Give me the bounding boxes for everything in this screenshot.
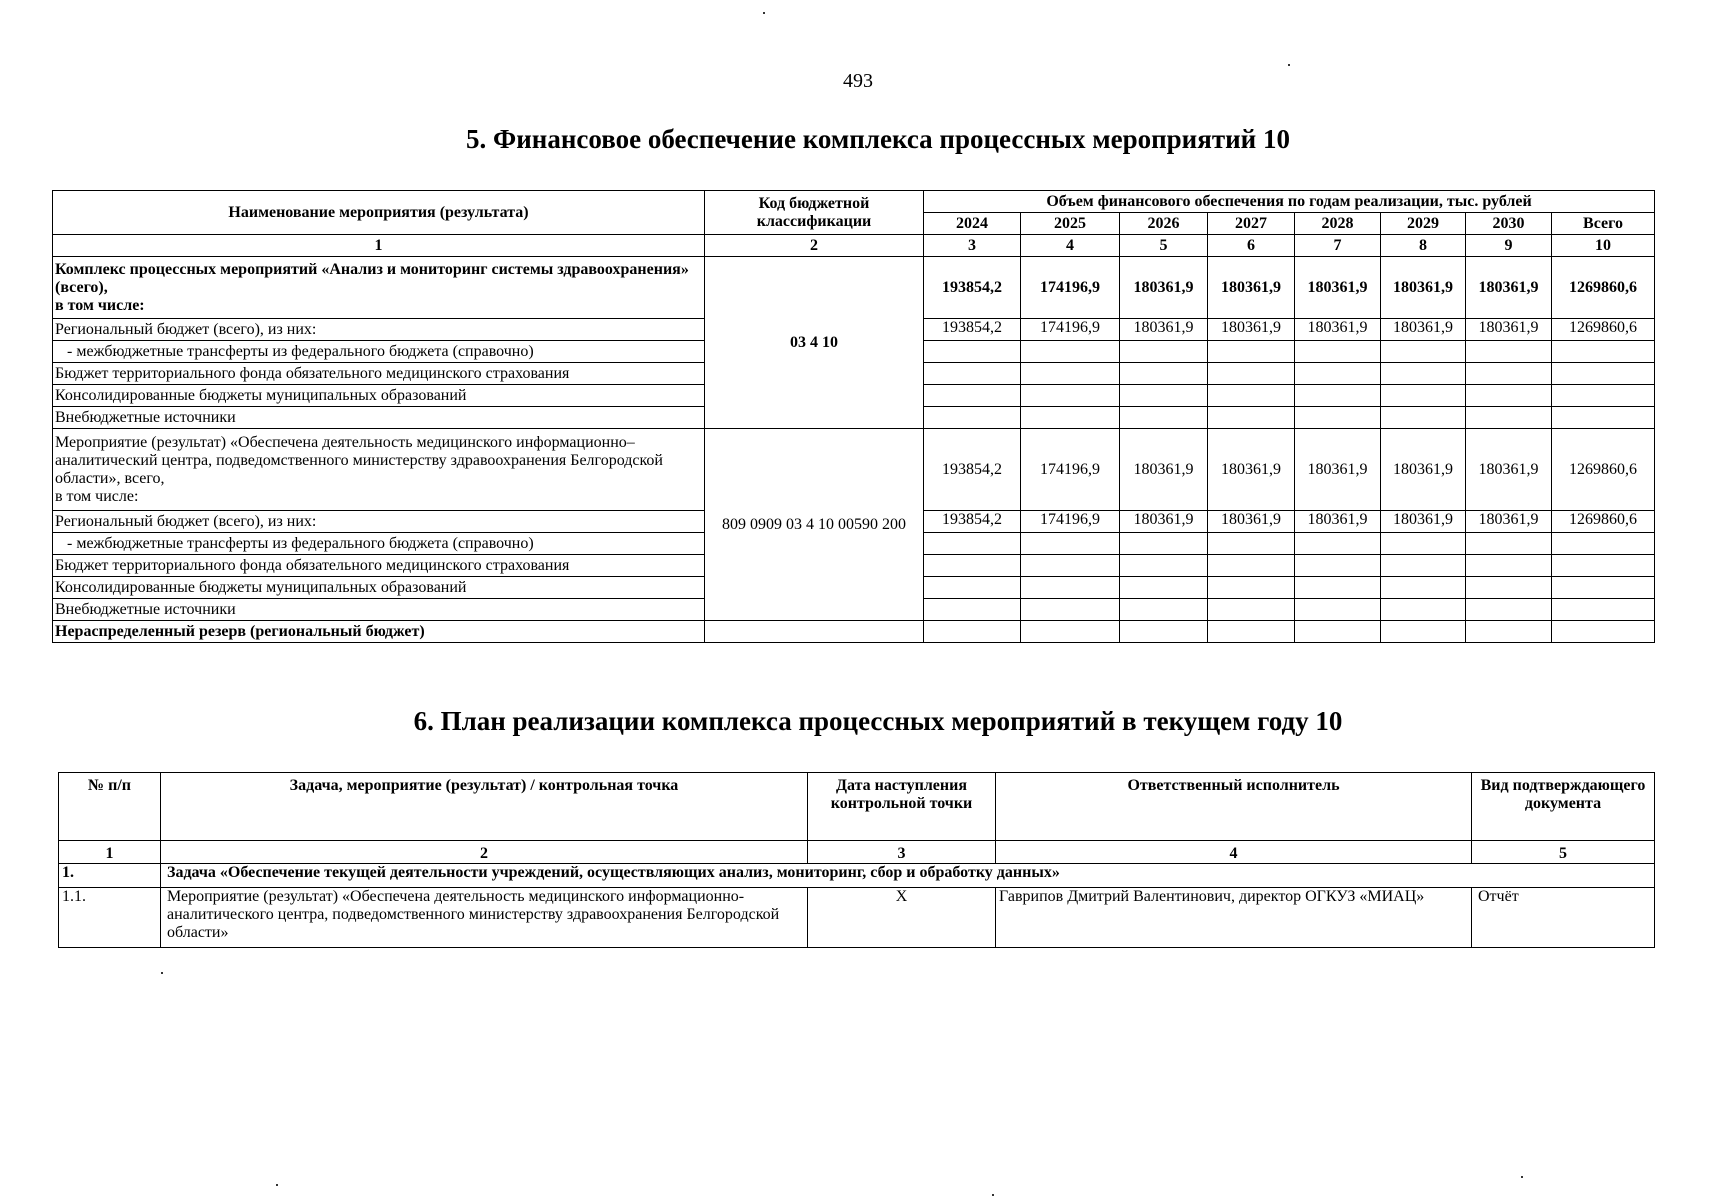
- value-cell: 180361,9: [1466, 511, 1552, 533]
- value-cell: [1208, 621, 1295, 643]
- value-cell: [1552, 363, 1655, 385]
- value-cell: [1021, 533, 1120, 555]
- plan-col-number: 2: [161, 841, 808, 864]
- plan-header-responsible: Ответственный исполнитель: [996, 773, 1472, 841]
- value-cell: [1466, 363, 1552, 385]
- value-cell: [1552, 555, 1655, 577]
- value-cell: [1208, 577, 1295, 599]
- row-name: - межбюджетные трансферты из федерального бюджета (справочно): [53, 341, 705, 363]
- row-name: - межбюджетные трансферты из федерального бюджета (справочно): [53, 533, 705, 555]
- value-cell: [1381, 599, 1466, 621]
- value-cell: [1120, 599, 1208, 621]
- value-cell: [1208, 533, 1295, 555]
- row-name: Бюджет территориального фонда обязательного медицинского страхования: [53, 363, 705, 385]
- value-cell: 180361,9: [1295, 429, 1381, 511]
- column-number: 1: [53, 235, 705, 257]
- value-cell: [1381, 363, 1466, 385]
- value-cell: [1295, 621, 1381, 643]
- value-cell: [1208, 341, 1295, 363]
- value-cell: [1466, 599, 1552, 621]
- value-cell: [924, 577, 1021, 599]
- plan-header-doc: Вид подтверждающего документа: [1472, 773, 1655, 841]
- value-cell: [1120, 621, 1208, 643]
- value-cell: [1021, 363, 1120, 385]
- value-cell: [1208, 363, 1295, 385]
- value-cell: 180361,9: [1466, 319, 1552, 341]
- plan-col-number: 4: [996, 841, 1472, 864]
- value-cell: 1269860,6: [1552, 257, 1655, 319]
- row-name: Консолидированные бюджеты муниципальных образований: [53, 385, 705, 407]
- value-cell: [1295, 577, 1381, 599]
- plan-item-num: 1.1.: [59, 888, 161, 948]
- plan-item-row: [59, 888, 1655, 948]
- header-code: Код бюджетной классификации: [705, 191, 924, 235]
- plan-item-date: Х: [808, 888, 996, 948]
- row-name: Мероприятие (результат) «Обеспечена деятельность медицинского информационно–аналитический центра, подведомственного министерству здравоохранения Белгородской области», всего, в том числе:: [53, 429, 705, 511]
- header-name: Наименование мероприятия (результата): [53, 191, 705, 235]
- budget-code: 809 0909 03 4 10 00590 200: [705, 429, 924, 621]
- value-cell: 1269860,6: [1552, 319, 1655, 341]
- value-cell: [1552, 385, 1655, 407]
- value-cell: [924, 599, 1021, 621]
- value-cell: [924, 533, 1021, 555]
- value-cell: [1120, 533, 1208, 555]
- value-cell: [1466, 407, 1552, 429]
- column-number: 4: [1021, 235, 1120, 257]
- row-name: Региональный бюджет (всего), из них:: [53, 319, 705, 341]
- value-cell: [1381, 533, 1466, 555]
- value-cell: [1381, 621, 1466, 643]
- value-cell: 180361,9: [1466, 257, 1552, 319]
- value-cell: 180361,9: [1208, 319, 1295, 341]
- value-cell: [1466, 577, 1552, 599]
- value-cell: [1466, 533, 1552, 555]
- plan-task-text: Задача «Обеспечение текущей деятельности учреждений, осуществляющих анализ, мониторинг, сбор и обработку данных»: [161, 864, 1655, 888]
- value-cell: [1208, 407, 1295, 429]
- value-cell: [924, 341, 1021, 363]
- column-number: 10: [1552, 235, 1655, 257]
- column-number: 8: [1381, 235, 1466, 257]
- value-cell: 193854,2: [924, 429, 1021, 511]
- value-cell: [1021, 341, 1120, 363]
- value-cell: 180361,9: [1120, 511, 1208, 533]
- value-cell: [1021, 407, 1120, 429]
- value-cell: [1295, 555, 1381, 577]
- value-cell: [924, 385, 1021, 407]
- value-cell: 180361,9: [1120, 429, 1208, 511]
- value-cell: 180361,9: [1381, 429, 1466, 511]
- header-year: 2025: [1021, 213, 1120, 235]
- section-6-title: 6. План реализации комплекса процессных мероприятий в текущем году 10: [413, 706, 1343, 736]
- value-cell: [1208, 385, 1295, 407]
- value-cell: [1381, 407, 1466, 429]
- reserve-name: Нераспределенный резерв (региональный бюджет): [53, 621, 705, 643]
- value-cell: 180361,9: [1120, 257, 1208, 319]
- value-cell: [1552, 621, 1655, 643]
- value-cell: [1466, 385, 1552, 407]
- row-name: Комплекс процессных мероприятий «Анализ и мониторинг системы здравоохранения» (всего), в том числе:: [53, 257, 705, 319]
- value-cell: [1021, 555, 1120, 577]
- header-year: 2026: [1120, 213, 1208, 235]
- value-cell: [1295, 363, 1381, 385]
- header-year: 2029: [1381, 213, 1466, 235]
- value-cell: [1021, 577, 1120, 599]
- value-cell: [705, 621, 924, 643]
- page-number: 493: [843, 70, 873, 92]
- header-year: 2030: [1466, 213, 1552, 235]
- value-cell: 174196,9: [1021, 257, 1120, 319]
- value-cell: [1552, 407, 1655, 429]
- plan-item-doc: Отчёт: [1472, 888, 1655, 948]
- column-number: 2: [705, 235, 924, 257]
- plan-item-text: Мероприятие (результат) «Обеспечена деятельность медицинского информационно-аналитического центра, подведомственного министерству здравоохранения Белгородской области»: [161, 888, 808, 948]
- value-cell: [1381, 341, 1466, 363]
- value-cell: [1120, 577, 1208, 599]
- reserve-row: [53, 621, 1655, 643]
- column-number: 7: [1295, 235, 1381, 257]
- value-cell: [1381, 555, 1466, 577]
- header-year: 2024: [924, 213, 1021, 235]
- plan-header-date: Дата наступления контрольной точки: [808, 773, 996, 841]
- column-number: 6: [1208, 235, 1295, 257]
- value-cell: 193854,2: [924, 511, 1021, 533]
- header-year: 2027: [1208, 213, 1295, 235]
- plan-col-number: 1: [59, 841, 161, 864]
- column-number: 9: [1466, 235, 1552, 257]
- header-year: 2028: [1295, 213, 1381, 235]
- column-number: 5: [1120, 235, 1208, 257]
- value-cell: 180361,9: [1208, 429, 1295, 511]
- plan-task-num: 1.: [59, 864, 161, 888]
- value-cell: [1120, 555, 1208, 577]
- column-number: 3: [924, 235, 1021, 257]
- value-cell: [1552, 341, 1655, 363]
- value-cell: 180361,9: [1381, 257, 1466, 319]
- financing-row: [53, 429, 1655, 511]
- value-cell: [1466, 621, 1552, 643]
- row-name: Внебюджетные источники: [53, 407, 705, 429]
- value-cell: [1208, 555, 1295, 577]
- value-cell: [1295, 341, 1381, 363]
- plan-col-number: 5: [1472, 841, 1655, 864]
- value-cell: 174196,9: [1021, 319, 1120, 341]
- plan-header-task: Задача, мероприятие (результат) / контрольная точка: [161, 773, 808, 841]
- value-cell: [1021, 385, 1120, 407]
- value-cell: 180361,9: [1466, 429, 1552, 511]
- value-cell: 193854,2: [924, 257, 1021, 319]
- header-volume: Объем финансового обеспечения по годам реализации, тыс. рублей: [924, 191, 1655, 213]
- budget-code: 03 4 10: [705, 257, 924, 429]
- value-cell: [924, 555, 1021, 577]
- value-cell: 174196,9: [1021, 511, 1120, 533]
- value-cell: [1381, 385, 1466, 407]
- value-cell: 180361,9: [1381, 319, 1466, 341]
- value-cell: 180361,9: [1295, 257, 1381, 319]
- value-cell: [1466, 555, 1552, 577]
- value-cell: [1120, 385, 1208, 407]
- row-name: Консолидированные бюджеты муниципальных образований: [53, 577, 705, 599]
- plan-header-num: № п/п: [59, 773, 161, 841]
- value-cell: 174196,9: [1021, 429, 1120, 511]
- value-cell: [1552, 577, 1655, 599]
- financing-table: [52, 190, 1655, 643]
- value-cell: 1269860,6: [1552, 511, 1655, 533]
- financing-row: [53, 257, 1655, 319]
- value-cell: [1466, 341, 1552, 363]
- value-cell: [1552, 599, 1655, 621]
- value-cell: 180361,9: [1208, 257, 1295, 319]
- plan-col-number: 3: [808, 841, 996, 864]
- value-cell: 180361,9: [1120, 319, 1208, 341]
- value-cell: [1295, 599, 1381, 621]
- value-cell: [924, 363, 1021, 385]
- plan-task-row: [59, 864, 1655, 888]
- value-cell: 1269860,6: [1552, 429, 1655, 511]
- value-cell: [1120, 407, 1208, 429]
- row-name: Внебюджетные источники: [53, 599, 705, 621]
- value-cell: 180361,9: [1295, 511, 1381, 533]
- plan-item-responsible: Гаврипов Дмитрий Валентинович, директор ОГКУЗ «МИАЦ»: [996, 888, 1472, 948]
- value-cell: [1120, 341, 1208, 363]
- value-cell: [924, 407, 1021, 429]
- row-name: Бюджет территориального фонда обязательного медицинского страхования: [53, 555, 705, 577]
- value-cell: [1295, 407, 1381, 429]
- value-cell: [1552, 533, 1655, 555]
- value-cell: 180361,9: [1381, 511, 1466, 533]
- value-cell: [1295, 385, 1381, 407]
- value-cell: 193854,2: [924, 319, 1021, 341]
- row-name: Региональный бюджет (всего), из них:: [53, 511, 705, 533]
- value-cell: [1381, 577, 1466, 599]
- value-cell: [1295, 533, 1381, 555]
- value-cell: 180361,9: [1208, 511, 1295, 533]
- plan-table: [58, 772, 1655, 948]
- value-cell: [924, 621, 1021, 643]
- value-cell: [1021, 599, 1120, 621]
- section-5-title: 5. Финансовое обеспечение комплекса процессных мероприятий 10: [466, 124, 1290, 154]
- value-cell: [1120, 363, 1208, 385]
- header-year: Всего: [1552, 213, 1655, 235]
- value-cell: 180361,9: [1295, 319, 1381, 341]
- value-cell: [1208, 599, 1295, 621]
- value-cell: [1021, 621, 1120, 643]
